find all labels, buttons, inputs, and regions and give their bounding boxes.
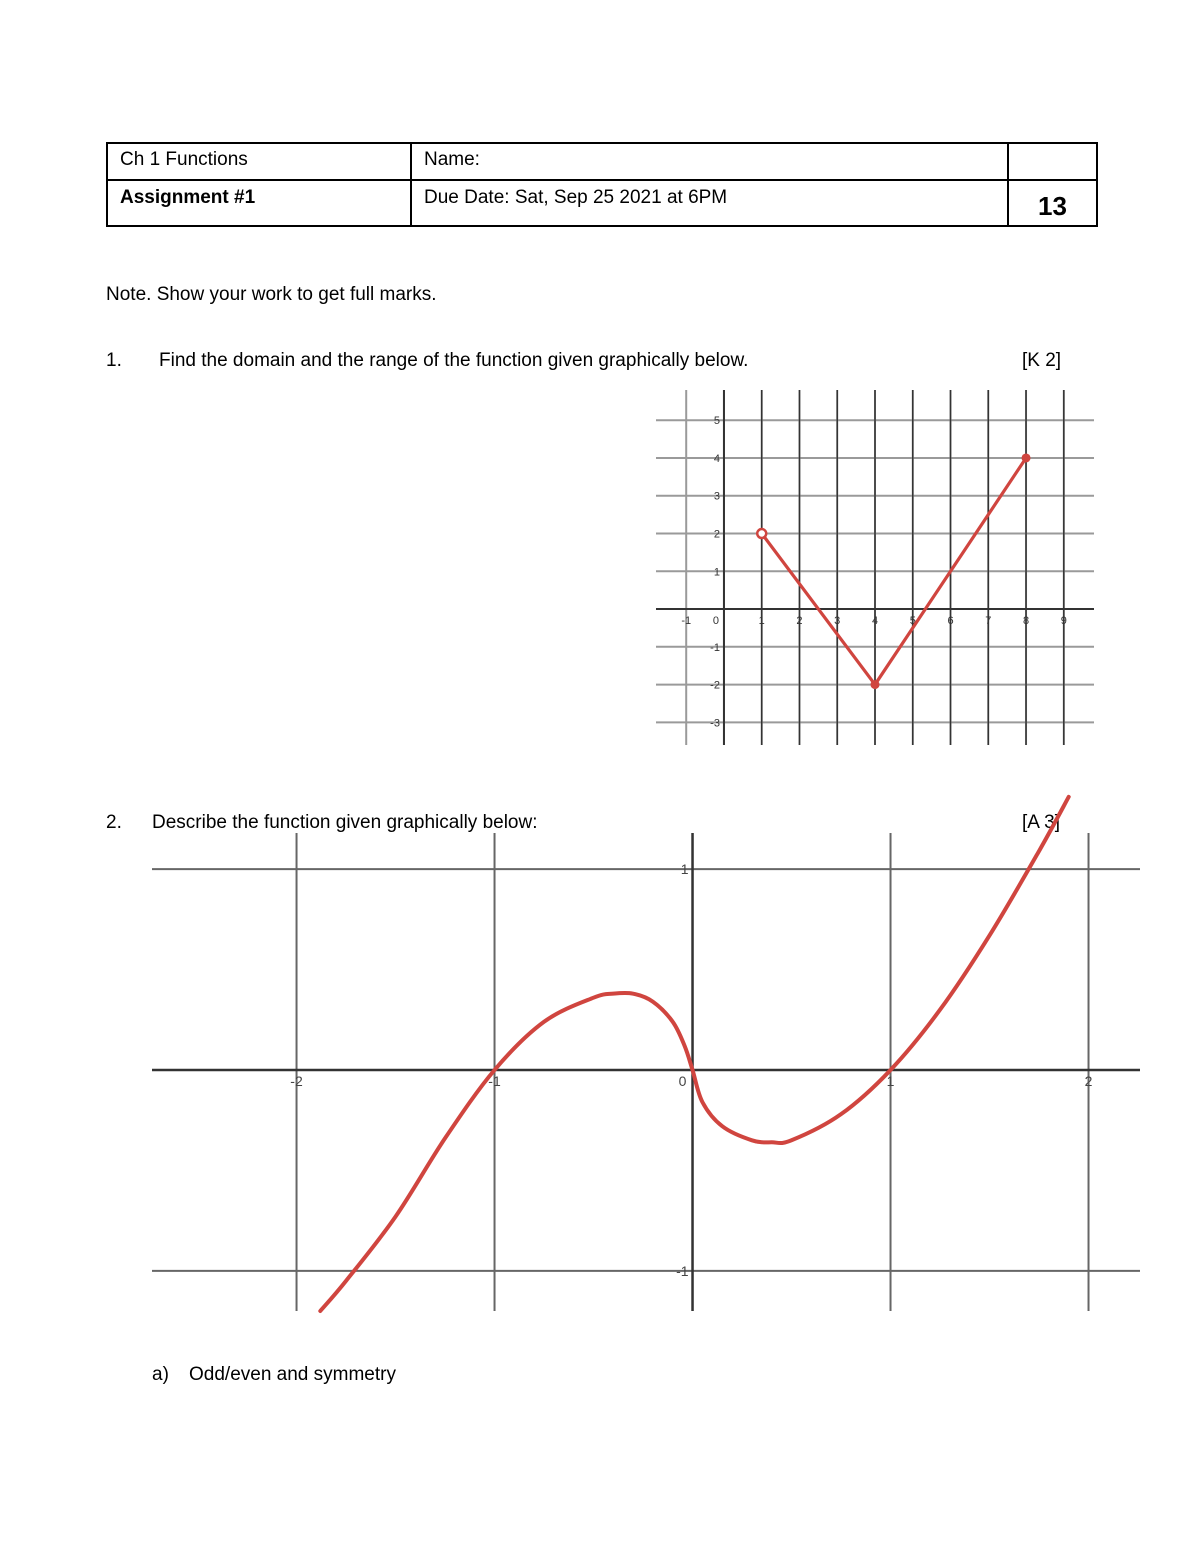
q2-text: Describe the function given graphically below: (152, 812, 538, 833)
x-tick-label: 5 (909, 615, 916, 628)
y-tick-label: 5 (713, 415, 720, 428)
q1-text: Find the domain and the range of the function given graphically below. (159, 350, 749, 371)
x-tick-label: 8 (1022, 615, 1030, 628)
y-tick-label: 1 (680, 861, 689, 878)
q1-marks: [K 2] (1022, 350, 1062, 371)
y-tick-label: -1 (676, 1262, 689, 1279)
x-tick-label: -2 (290, 1072, 303, 1089)
y-tick-label: 3 (713, 490, 720, 503)
function-curve (320, 797, 1068, 1311)
y-tick-label: 4 (713, 452, 720, 465)
x-tick-label: 0 (678, 1072, 687, 1089)
q2a-label: a) (152, 1364, 169, 1385)
x-tick-label: 3 (834, 615, 841, 628)
course-title: Ch 1 Functions (107, 143, 411, 180)
y-tick-label: 1 (713, 566, 720, 579)
x-tick-label: 0 (712, 615, 720, 628)
name-field: Name: (411, 143, 1008, 180)
total-marks: 13 (1008, 180, 1097, 226)
x-tick-label: 2 (796, 615, 803, 628)
y-tick-label: 2 (713, 528, 720, 541)
x-tick-label: 9 (1060, 615, 1067, 628)
x-tick-label: 1 (886, 1072, 895, 1089)
note-text: Note. Show your work to get full marks. (106, 284, 437, 305)
due-date: Due Date: Sat, Sep 25 2021 at 6PM (411, 180, 1008, 226)
q1-number: 1. (106, 350, 122, 371)
x-tick-label: 2 (1084, 1072, 1093, 1089)
y-tick-label: -1 (710, 641, 720, 654)
y-tick-label: -2 (710, 679, 720, 692)
x-tick-label: 7 (985, 615, 992, 628)
assignment-title: Assignment #1 (107, 180, 411, 226)
x-tick-label: 6 (947, 615, 954, 628)
x-tick-label: -1 (681, 615, 692, 628)
x-tick-label: 1 (758, 615, 765, 628)
q2-number: 2. (106, 812, 122, 833)
q2-marks: [A 3] (1022, 812, 1061, 833)
q2a-text: Odd/even and symmetry (189, 1364, 396, 1385)
x-tick-label: -1 (488, 1072, 501, 1089)
x-tick-label: 4 (871, 615, 879, 628)
y-tick-label: -3 (710, 717, 720, 730)
